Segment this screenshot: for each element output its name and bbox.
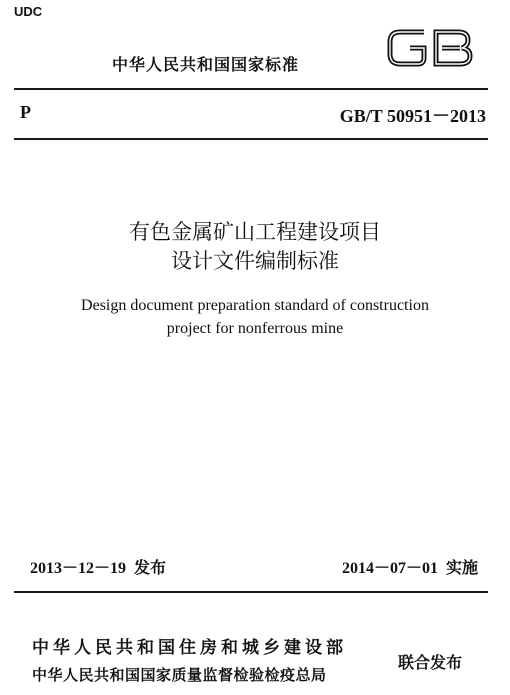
issue-date: 2013－12－19: [30, 560, 127, 577]
implement-label: 实施: [445, 558, 478, 577]
issue-date-block: [30, 555, 166, 578]
standard-number: GB/T 50951－2013: [339, 106, 486, 126]
joint-issue-label: 联合发布: [398, 653, 463, 672]
issue-label: 发布: [134, 558, 167, 577]
title-en-line2: project for nonferrous mine: [166, 320, 344, 337]
title-cn-line1: 有色金属矿山工程建设项目: [129, 220, 381, 244]
title-cn-line2: 设计文件编制标准: [171, 249, 339, 273]
issuer-aqsiq: 中华人民共和国国家质量监督检验检疫总局: [32, 666, 327, 684]
title-en-line1: Design document preparation standard of construction: [81, 297, 429, 314]
implement-date-block: [342, 555, 478, 578]
gb-logo-icon: [384, 24, 476, 72]
divider-lower: [14, 591, 488, 593]
classification-code: P: [20, 102, 31, 122]
divider-upper: [14, 138, 488, 140]
divider-top: [14, 88, 488, 90]
national-standard-title: 中华人民共和国国家标准: [112, 55, 300, 74]
udc-label: UDC: [14, 4, 43, 19]
implement-date: 2014－07－01: [341, 560, 438, 577]
issuer-ministry-housing: 中华人民共和国住房和城乡建设部: [32, 638, 347, 658]
